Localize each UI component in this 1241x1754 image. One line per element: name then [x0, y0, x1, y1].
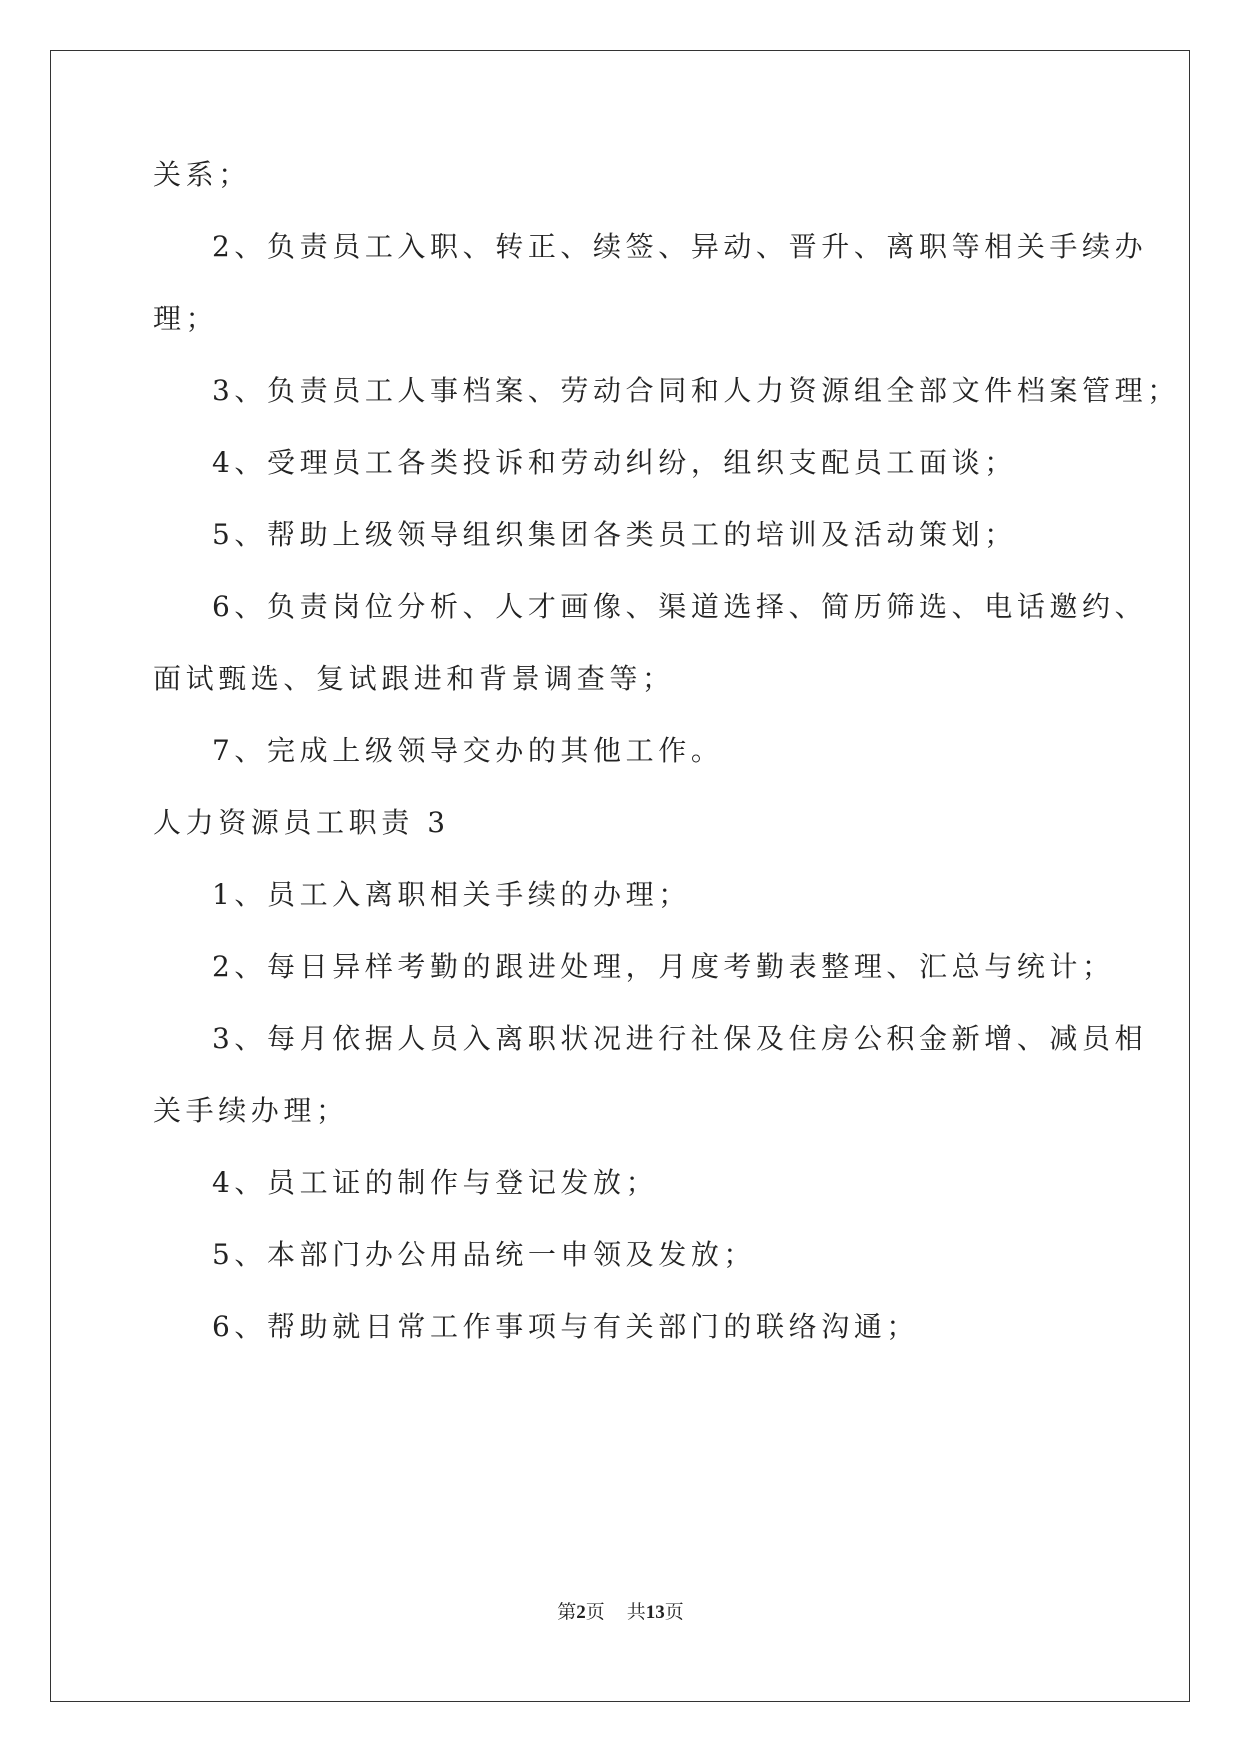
page-total: 13 — [645, 1602, 665, 1623]
text-line: 面试甄选、复试跟进和背景调查等； — [153, 662, 675, 695]
text-line: 关手续办理； — [153, 1094, 349, 1127]
text-line: 2、负责员工入职、转正、续签、异动、晋升、离职等相关手续办 — [212, 230, 1148, 263]
text-line: 1、员工入离职相关手续的办理； — [212, 878, 691, 911]
text-line: 6、负责岗位分析、人才画像、渠道选择、简历筛选、电话邀约、 — [212, 590, 1148, 623]
page-current: 2 — [576, 1602, 586, 1623]
total-prefix: 共 — [626, 1601, 646, 1623]
text-line: 2、每日异样考勤的跟进处理，月度考勤表整理、汇总与统计； — [212, 950, 1115, 983]
text-line: 7、完成上级领导交办的其他工作。 — [212, 734, 724, 767]
text-line: 3、负责员工人事档案、劳动合同和人力资源组全部文件档案管理； — [212, 374, 1180, 407]
text-line: 5、本部门办公用品统一申领及发放； — [212, 1238, 757, 1271]
page-border — [50, 50, 1190, 1702]
text-line: 5、帮助上级领导组织集团各类员工的培训及活动策划； — [212, 518, 1017, 551]
page-prefix: 第 — [557, 1601, 577, 1623]
page-footer — [0, 1600, 1241, 1625]
total-unit: 页 — [664, 1601, 684, 1623]
text-line: 4、受理员工各类投诉和劳动纠纷，组织支配员工面谈； — [212, 446, 1017, 479]
text-line: 6、帮助就日常工作事项与有关部门的联络沟通； — [212, 1310, 920, 1343]
text-line: 3、每月依据人员入离职状况进行社保及住房公积金新增、减员相 — [212, 1022, 1148, 1055]
page-unit: 页 — [585, 1601, 605, 1623]
text-line: 4、员工证的制作与登记发放； — [212, 1166, 659, 1199]
section-heading: 人力资源员工职责 3 — [153, 806, 450, 839]
text-line: 理； — [153, 302, 219, 335]
text-line: 关系； — [153, 158, 251, 191]
